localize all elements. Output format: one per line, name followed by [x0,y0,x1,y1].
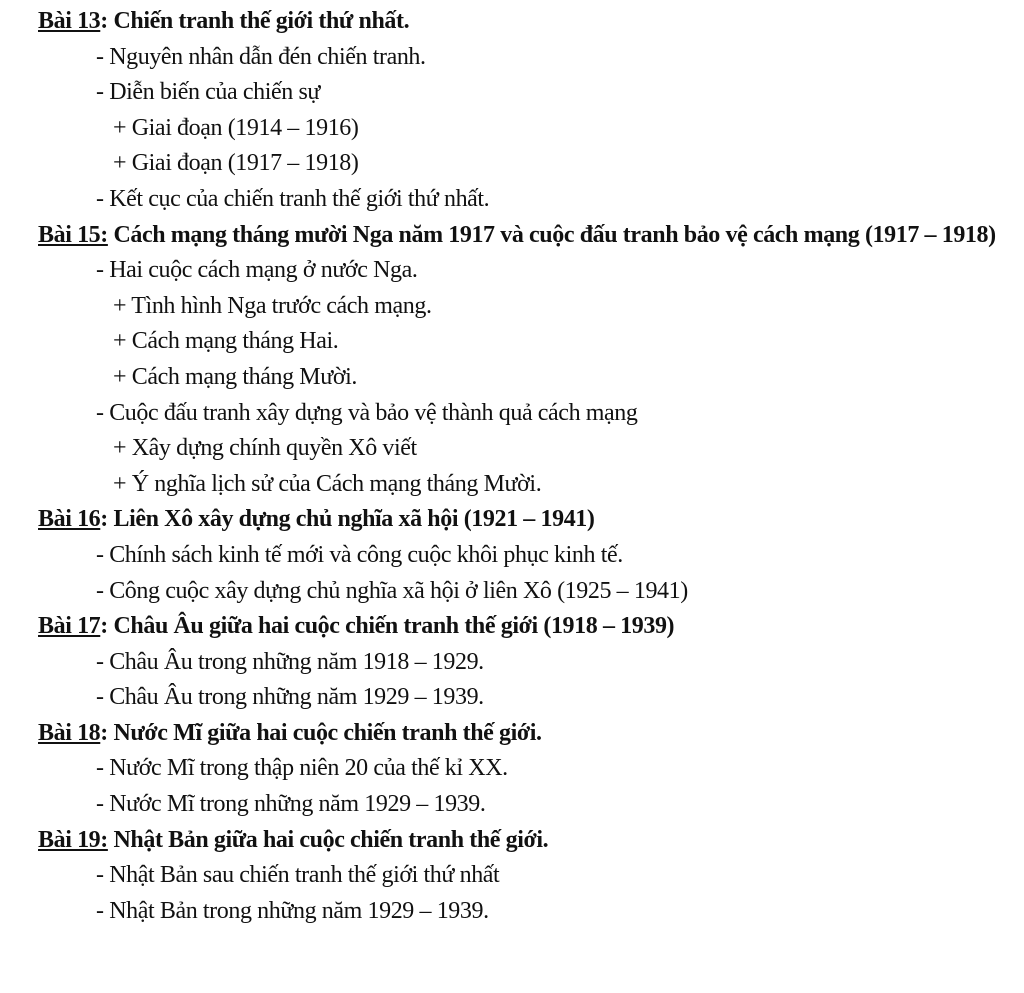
list-item: - Nhật Bản trong những năm 1929 – 1939. [96,897,489,924]
list-item: - Hai cuộc cách mạng ở nước Nga. [96,257,418,284]
sub-list-item: + Xây dựng chính quyền Xô viết [113,435,417,462]
list-item: - Nước Mĩ trong những năm 1929 – 1939. [96,791,486,818]
lesson-17 [0,609,1024,716]
sub-list-item: + Giai đoạn (1917 – 1918) [113,150,359,177]
lesson-title: Nước Mĩ giữa hai cuộc chiến tranh thế giới. [107,719,542,746]
lesson-number: Bài 16 [38,506,101,533]
lesson-heading [0,716,1024,752]
sub-list-item: + Cách mạng tháng Mười. [113,363,357,390]
lesson-15 [0,218,1024,503]
lesson-separator: : [100,8,108,34]
lesson-separator: : [100,613,108,640]
list-item: - Công cuộc xây dựng chủ nghĩa xã hội ở liên Xô (1925 – 1941) [96,577,688,604]
list-item: - Diễn biến của chiến sự [96,79,320,106]
list-item: - Kết cục của chiến tranh thế giới thứ nhất. [96,185,490,212]
lesson-separator: : [100,506,108,533]
lesson-18 [0,716,1024,823]
list-item: - Nguyên nhân dẫn đén chiến tranh. [96,43,426,70]
sub-list-item: + Giai đoạn (1914 – 1916) [113,114,359,141]
lesson-title: Châu Âu giữa hai cuộc chiến tranh thế giới (1918 – 1939) [107,613,675,640]
lesson-heading [0,502,1024,538]
list-item: - Nước Mĩ trong thập niên 20 của thế kỉ XX. [96,755,508,782]
sub-list-item: + Ý nghĩa lịch sử của Cách mạng tháng Mười. [113,470,542,497]
lesson-title: Chiến tranh thế giới thứ nhất. [107,8,410,34]
sub-list-item: + Cách mạng tháng Hai. [113,328,339,355]
lesson-heading [0,218,1024,254]
list-item: - Châu Âu trong những năm 1918 – 1929. [96,648,484,675]
list-item: - Cuộc đấu tranh xây dựng và bảo vệ thành quả cách mạng [96,399,638,426]
lesson-heading [0,4,1024,40]
lesson-title: Liên Xô xây dựng chủ nghĩa xã hội (1921 – 1941) [107,506,595,533]
lesson-number: Bài 17 [38,613,101,640]
lesson-title: Nhật Bản giữa hai cuộc chiến tranh thế giới. [107,826,549,853]
lesson-separator: : [100,719,108,746]
lesson-16 [0,502,1024,609]
list-item: - Châu Âu trong những năm 1929 – 1939. [96,684,484,711]
lesson-heading [0,609,1024,645]
lesson-number: Bài 15: [38,221,108,248]
list-item: - Chính sách kinh tế mới và công cuộc khôi phục kinh tế. [96,541,623,568]
lesson-19 [0,823,1024,930]
lesson-number: Bài 18 [38,719,101,746]
lesson-heading [0,823,1024,859]
lesson-number: Bài 19: [38,826,108,853]
lesson-13 [0,4,1024,218]
lesson-number: Bài 13 [38,8,101,34]
lesson-title: Cách mạng tháng mười Nga năm 1917 và cuộc đấu tranh bảo vệ cách mạng (1917 – 1918) [107,221,996,248]
list-item: - Nhật Bản sau chiến tranh thế giới thứ nhất [96,862,500,889]
document-page [0,4,1024,929]
sub-list-item: + Tình hình Nga trước cách mạng. [113,292,432,319]
